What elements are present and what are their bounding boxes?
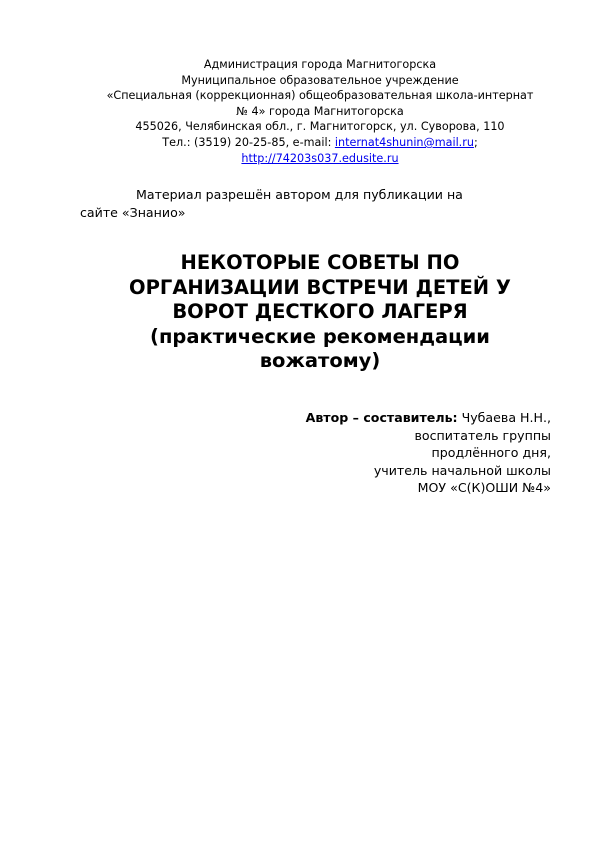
title-line-1: НЕКОТОРЫЕ СОВЕТЫ ПО bbox=[180, 251, 460, 274]
contacts-semicolon: ; bbox=[473, 135, 478, 149]
header-contacts bbox=[60, 135, 580, 151]
title-line-3: ВОРОТ ДЕСТКОГО ЛАГЕРЯ bbox=[172, 300, 468, 323]
author-organization: МОУ «С(К)ОШИ №4» bbox=[417, 480, 551, 495]
header-institution-type: Муниципальное образовательное учреждение bbox=[181, 73, 459, 87]
publication-permission bbox=[80, 186, 540, 221]
header-school-number: № 4» города Магнитогорска bbox=[236, 104, 404, 118]
author-position-2: продлённого дня, bbox=[431, 445, 551, 460]
header-address: 455026, Челябинская обл., г. Магнитогорск, ул. Суворова, 110 bbox=[135, 120, 505, 134]
author-position-1: воспитатель группы bbox=[414, 427, 551, 443]
website-link[interactable]: http://74203s037.edusite.ru bbox=[241, 151, 399, 165]
email-link[interactable]: internat4shunin@mail.ru bbox=[334, 135, 474, 149]
title-line-2: ОРГАНИЗАЦИИ ВСТРЕЧИ ДЕТЕЙ У bbox=[129, 275, 511, 299]
author-name: Чубаева Н.Н., bbox=[457, 410, 551, 425]
author-block bbox=[306, 409, 551, 497]
title-line-4: (практические рекомендации bbox=[150, 324, 490, 348]
header-administration: Администрация города Магнитогорска bbox=[203, 58, 437, 71]
phone-text: Тел.: (3519) 20-25-85, e-mail: bbox=[162, 135, 335, 149]
permission-line-1: Материал разрешён автором для публикации на bbox=[136, 187, 463, 202]
author-position-3: учитель начальной школы bbox=[373, 462, 551, 478]
title-line-5: вожатому) bbox=[259, 349, 381, 372]
permission-line-2: сайте «Знанио» bbox=[80, 204, 186, 220]
institution-header bbox=[60, 57, 580, 166]
header-school-name: «Специальная (коррекционная) общеобразовательная школа-интернат bbox=[106, 89, 534, 103]
author-label: Автор – составитель: bbox=[305, 410, 458, 425]
document-title bbox=[80, 251, 560, 374]
